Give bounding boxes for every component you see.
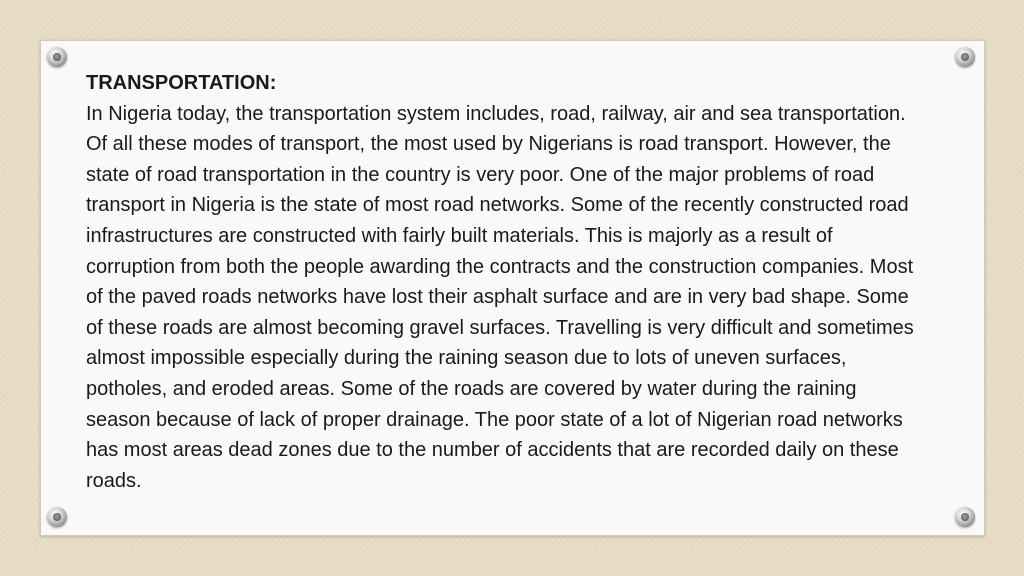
body-paragraph: In Nigeria today, the transportation system includes, road, railway, air and sea transportation. Of all these modes of transport, the most used by Nigerians is road transport. However, the state of road transportation in the country is very poor. One of the major problems of road transport in Nigeria is the state of most road networks. Some of the recently constructed road infrastructures are constructed with fairly built materials. This is majorly as a result of corruption from both the people awarding the contracts and the construction companies. Most of the paved roads networks have lost their asphalt surface and are in very bad shape. Some of these roads are almost becoming gravel surfaces. Travelling is very difficult and sometimes almost impossible especially during the raining season due to lots of uneven surfaces, potholes, and eroded areas. Some of the roads are covered by water during the raining season because of lack of proper drainage. The poor state of a lot of Nigerian road networks has most areas dead zones due to the number of accidents that are recorded daily on these roads. [86, 102, 914, 492]
slide-content [86, 68, 916, 496]
pin-icon [955, 507, 975, 527]
pin-icon [47, 47, 67, 67]
section-heading: TRANSPORTATION: [86, 72, 277, 94]
pin-icon [955, 47, 975, 67]
pin-icon [47, 507, 67, 527]
